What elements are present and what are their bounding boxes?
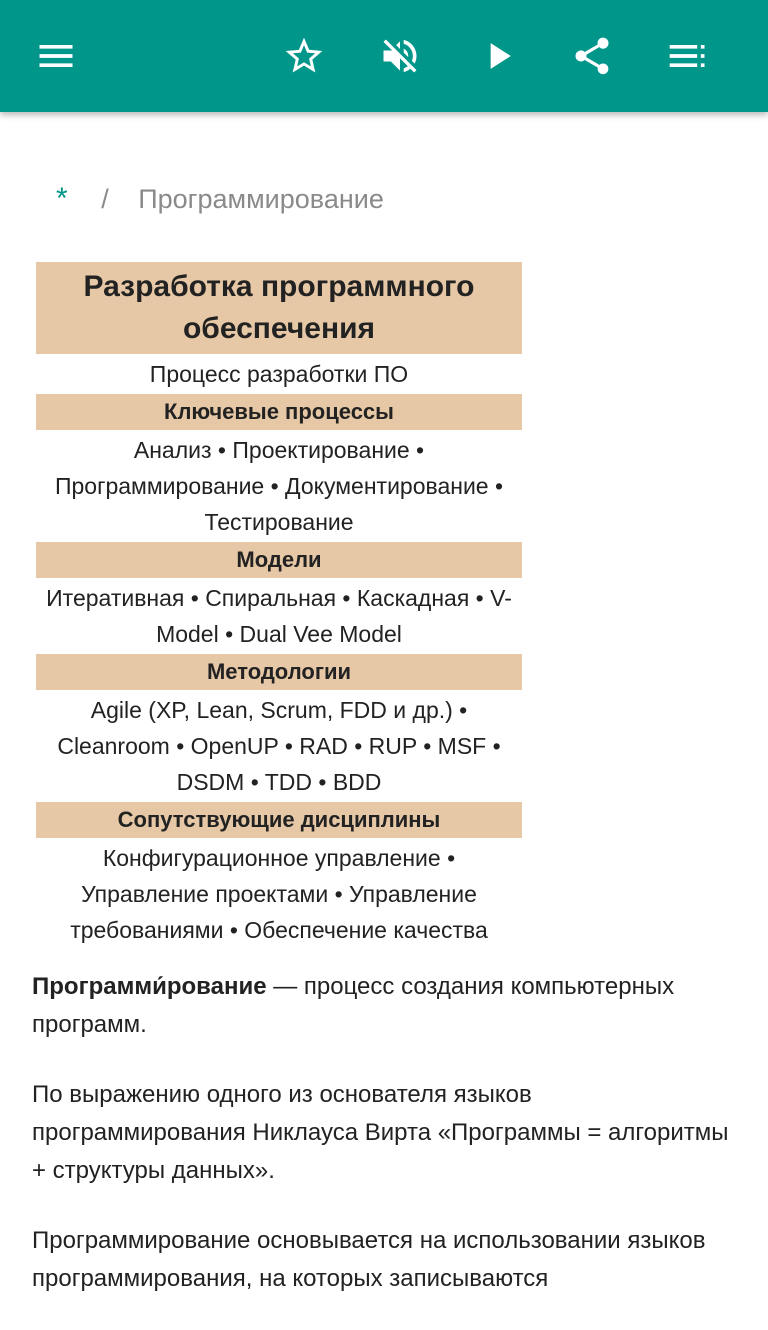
- infobox-title[interactable]: Разработка программного обеспечения: [36, 262, 522, 354]
- list-icon: [666, 34, 710, 78]
- navigation-infobox: [36, 262, 522, 950]
- contents-button[interactable]: [660, 28, 716, 84]
- favorite-button[interactable]: [276, 28, 332, 84]
- article-paragraph: По выражению одного из основателя языков программирования Никлауса Вирта «Программы = алгоритмы + структуры данных».: [32, 1081, 729, 1184]
- star-icon: [282, 34, 326, 78]
- infobox-heading-key-processes: Ключевые процессы: [36, 394, 522, 430]
- infobox-heading-related-disciplines: Сопутствующие дисциплины: [36, 802, 522, 838]
- article-body: [32, 968, 732, 1330]
- breadcrumb-root-link[interactable]: *: [56, 182, 68, 215]
- infobox-subtitle[interactable]: Процесс разработки ПО: [149, 361, 409, 387]
- play-button[interactable]: [470, 28, 526, 84]
- menu-button[interactable]: [28, 28, 84, 84]
- infobox-links-key-processes[interactable]: Анализ • Проектирование • Программирование • Документирование • Тестирование: [54, 437, 504, 535]
- infobox-heading-models: Модели: [36, 542, 522, 578]
- play-icon: [476, 34, 520, 78]
- infobox-links-related-disciplines[interactable]: Конфигурационное управление • Управление проектами • Управление требованиями • Обеспечение качества: [70, 845, 488, 943]
- share-icon: [570, 34, 614, 78]
- infobox-heading-methodologies: Методологии: [36, 654, 522, 690]
- article-definition: — процесс создания компьютерных программ.: [32, 973, 675, 1038]
- article-paragraph: Программирование основывается на использовании языков программирования, на которых записываются: [32, 1227, 706, 1292]
- article-paragraph: [32, 968, 732, 1044]
- menu-icon: [34, 34, 78, 78]
- mute-button[interactable]: [372, 28, 428, 84]
- infobox-links-methodologies[interactable]: Agile (XP, Lean, Scrum, FDD и др.) • Cleanroom • OpenUP • RAD • RUP • MSF • DSDM • TDD • BDD: [57, 697, 501, 795]
- article-term: Программи́рование: [32, 973, 267, 1000]
- infobox-links-models[interactable]: Итеративная • Спиральная • Каскадная • V-Model • Dual Vee Model: [46, 585, 512, 647]
- breadcrumb: [56, 182, 384, 216]
- breadcrumb-current: Программирование: [138, 184, 384, 214]
- share-button[interactable]: [564, 28, 620, 84]
- volume-off-icon: [378, 34, 422, 78]
- app-toolbar: [0, 0, 768, 112]
- breadcrumb-separator: /: [101, 184, 109, 214]
